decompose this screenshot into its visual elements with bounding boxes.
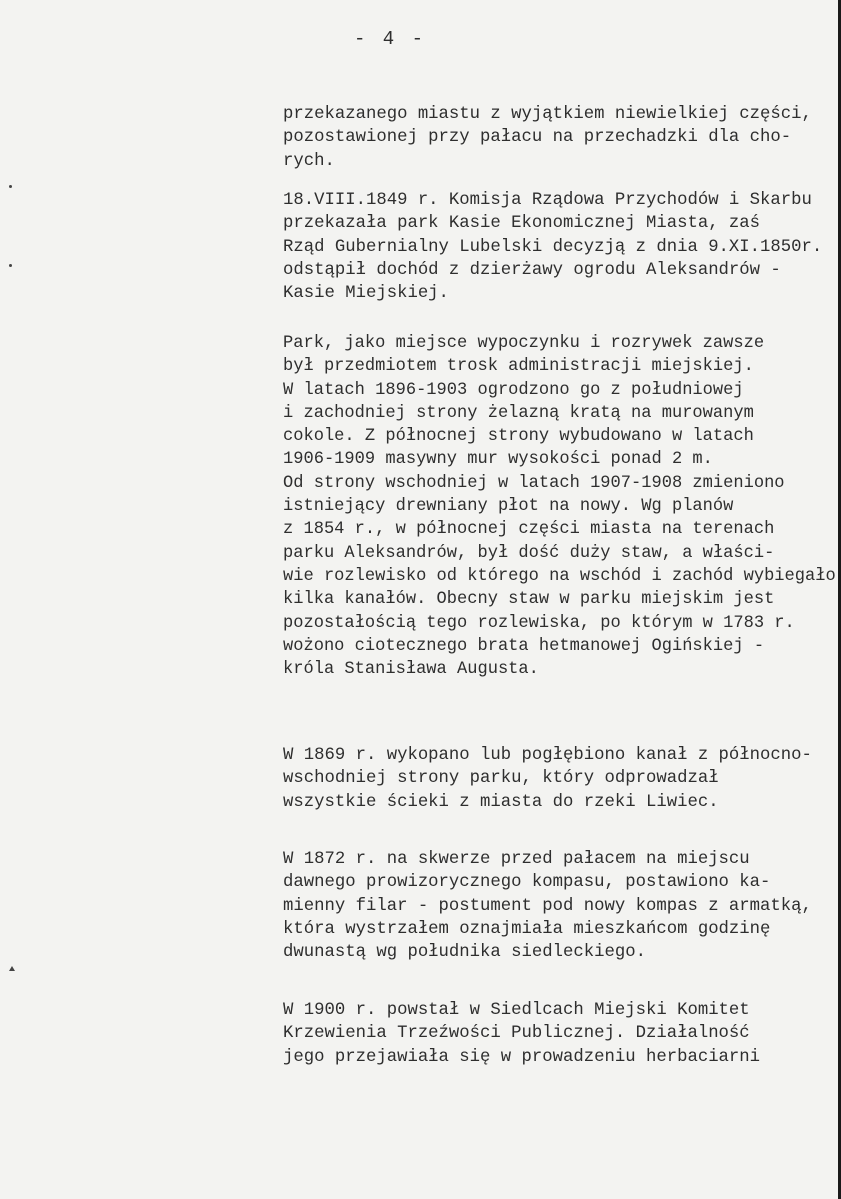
text-line: przekazała park Kasie Ekonomicznej Miasta, zaś bbox=[283, 214, 761, 234]
text-line: pozostałością tego rozlewiska, po którym w 1783 r. bbox=[283, 613, 795, 633]
text-line: Krzewienia Trzeźwości Publicznej. Działalność bbox=[283, 1024, 750, 1044]
text-line: rych. bbox=[283, 151, 335, 171]
text-line: Rząd Gubernialny Lubelski decyzją z dnia 9.XI.1850r. bbox=[283, 237, 823, 257]
margin-mark bbox=[9, 966, 15, 971]
paragraph-4 bbox=[283, 744, 812, 814]
text-line: wie rozlewisko od którego na wschód i zachód wybiegało bbox=[283, 566, 836, 586]
text-line: W 1900 r. powstał w Siedlcach Miejski Komitet bbox=[283, 1001, 750, 1020]
text-line: parku Aleksandrów, był dość duży staw, a właści- bbox=[283, 543, 775, 563]
text-line: Kasie Miejskiej. bbox=[283, 284, 449, 304]
text-line: odstąpił dochód z dzierżawy ogrodu Aleksandrów - bbox=[283, 260, 781, 280]
text-line: i zachodniej strony żelazną kratą na murowanym bbox=[283, 403, 754, 423]
text-line: był przedmiotem trosk administracji miejskiej. bbox=[283, 357, 754, 377]
text-line: 1906-1909 masywny mur wysokości ponad 2 m. bbox=[283, 450, 713, 470]
text-line: istniejący drewniany płot na nowy. Wg planów bbox=[283, 497, 734, 517]
paragraph-1 bbox=[283, 103, 812, 173]
text-line: W latach 1896-1903 ogrodzono go z południowej bbox=[283, 380, 744, 400]
text-line: wschodniej strony parku, który odprowadzał bbox=[283, 769, 719, 789]
paragraph-2 bbox=[283, 189, 822, 305]
margin-mark bbox=[9, 264, 12, 267]
text-line: cokole. Z północnej strony wybudowano w latach bbox=[283, 427, 754, 447]
paragraph-3 bbox=[283, 332, 841, 681]
text-line: króla Stanisława Augusta. bbox=[283, 660, 539, 680]
text-line: która wystrzałem oznajmiała mieszkańcom godzinę bbox=[283, 919, 771, 939]
text-line: mienny filar - postument pod nowy kompas z armatką, bbox=[283, 896, 812, 916]
text-line: wszystkie ścieki z miasta do rzeki Liwiec. bbox=[283, 792, 719, 812]
text-line: Park, jako miejsce wypoczynku i rozrywek zawsze bbox=[283, 334, 765, 353]
text-line: Od strony wschodniej w latach 1907-1908 zmieniono bbox=[283, 473, 785, 493]
text-line: W 1869 r. wykopano lub pogłębiono kanał z północno- bbox=[283, 746, 812, 765]
text-line: przekazanego miastu z wyjątkiem niewielkiej części, bbox=[283, 105, 812, 124]
text-line: W 1872 r. na skwerze przed pałacem na miejscu bbox=[283, 850, 750, 869]
text-line: wożono ciotecznego brata hetmanowej Ogińskiej - bbox=[283, 636, 765, 656]
paragraph-6 bbox=[283, 999, 760, 1069]
text-line: dwunastą wg południka siedleckiego. bbox=[283, 943, 646, 963]
text-line: jego przejawiała się w prowadzeniu herbaciarni bbox=[283, 1047, 761, 1067]
text-line: z 1854 r., w północnej części miasta na terenach bbox=[283, 520, 775, 540]
margin-mark bbox=[9, 185, 12, 188]
paragraph-5 bbox=[283, 848, 812, 964]
text-line: kilka kanałów. Obecny staw w parku miejskim jest bbox=[283, 590, 775, 610]
page-number: - 4 - bbox=[353, 28, 426, 50]
text-line: pozostawionej przy pałacu na przechadzki dla cho- bbox=[283, 128, 792, 148]
text-line: dawnego prowizorycznego kompasu, postawiono ka- bbox=[283, 873, 771, 893]
text-line: 18.VIII.1849 r. Komisja Rządowa Przychodów i Skarbu bbox=[283, 191, 812, 210]
